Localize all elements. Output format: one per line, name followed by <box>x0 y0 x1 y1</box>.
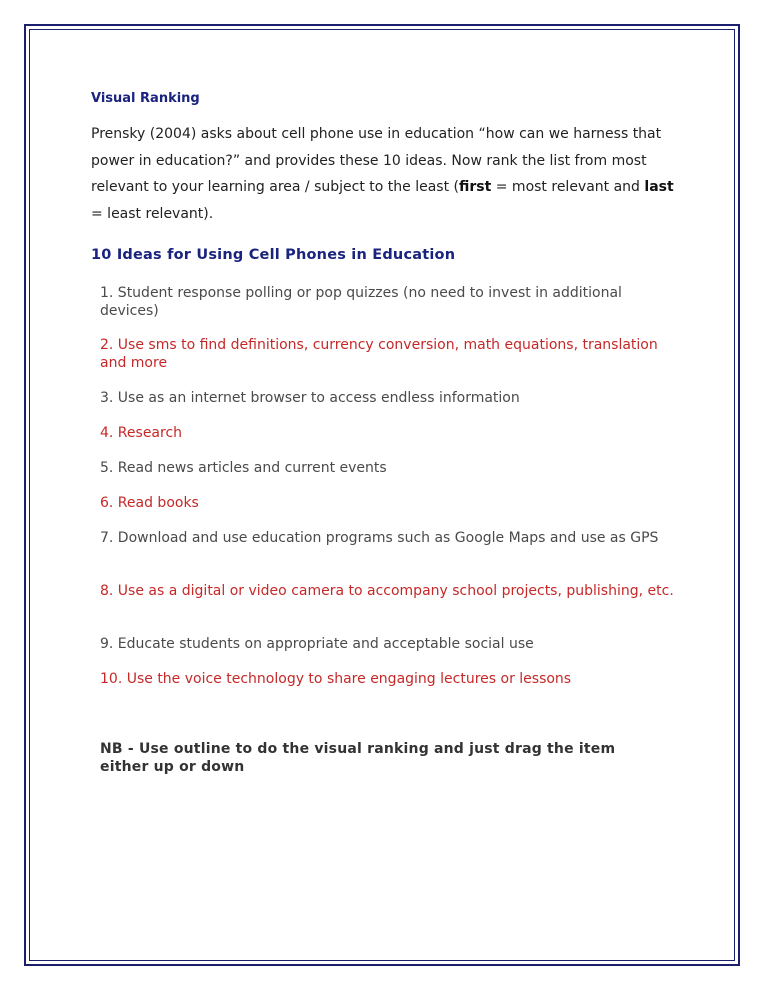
intro-text-2: = most relevant and <box>491 179 645 195</box>
idea-item: 3. Use as an internet browser to access endless information <box>100 390 520 406</box>
intro-text-3: = least relevant). <box>91 205 214 222</box>
intro-text-1: Prensky (2004) asks about cell phone use in education “how can we harness that power in education?” and provides these 10 ideas. Now rank the list from most relevant to your learning area / subject to the least ( <box>91 126 662 195</box>
idea-item: 9. Educate students on appropriate and acceptable social use <box>100 636 534 652</box>
idea-item: 2. Use sms to find definitions, currency conversion, math equations, translation and more <box>100 337 658 371</box>
ideas-subheading: 10 Ideas for Using Cell Phones in Education <box>91 247 456 263</box>
idea-item: 8. Use as a digital or video camera to accompany school projects, publishing, etc. <box>100 583 674 599</box>
idea-item: 7. Download and use education programs such as Google Maps and use as GPS <box>100 530 659 546</box>
idea-item: 5. Read news articles and current events <box>100 460 387 476</box>
idea-item: 4. Research <box>100 425 183 441</box>
intro-last-bold: last <box>644 179 674 195</box>
nb-note: NB - Use outline to do the visual ranking and just drag the item either up or down <box>100 741 616 775</box>
intro-paragraph <box>91 121 681 227</box>
idea-item: 10. Use the voice technology to share engaging lectures or lessons <box>100 671 572 687</box>
idea-item: 6. Read books <box>100 495 199 511</box>
idea-item: 1. Student response polling or pop quizzes (no need to invest in additional devices) <box>100 285 622 319</box>
intro-first-bold: first <box>458 179 492 195</box>
section-heading: Visual Ranking <box>91 91 200 106</box>
